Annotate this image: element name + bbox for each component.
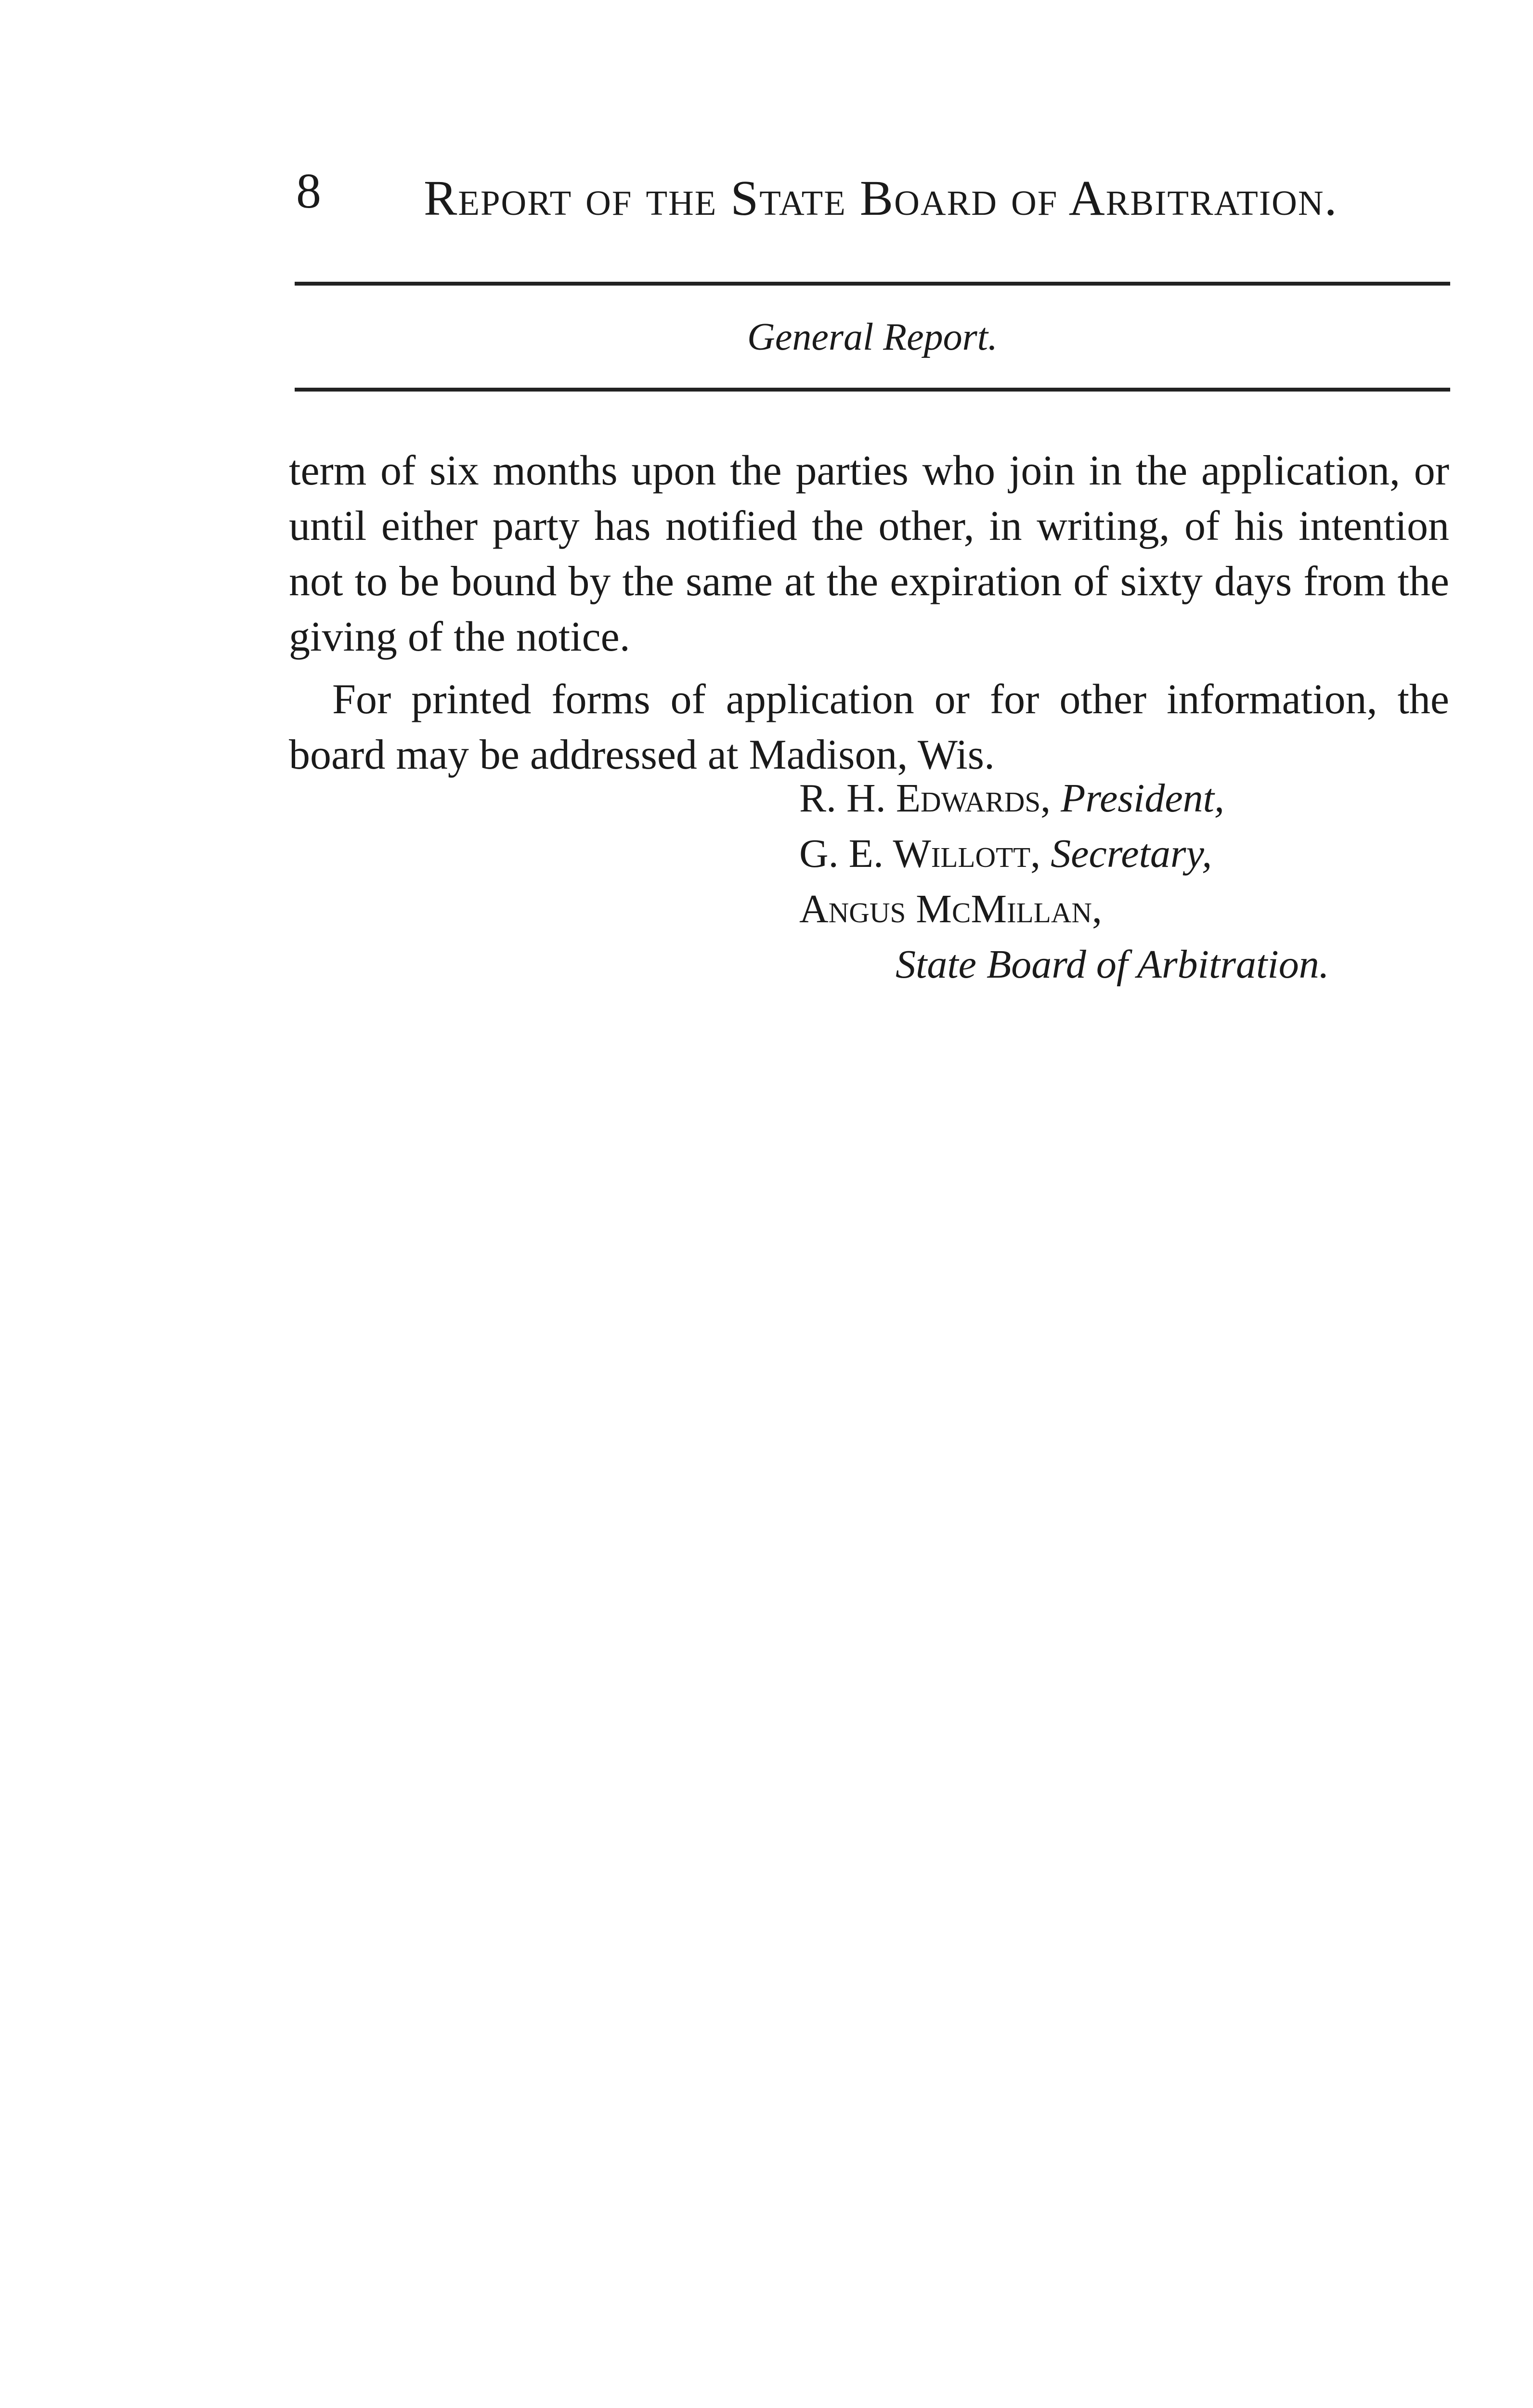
running-head: Report of the State Board of Arbitration. (424, 170, 1338, 226)
board-name: State Board of Arbitration. (896, 942, 1329, 987)
signatory-3 (799, 881, 1329, 937)
header-rule-bottom (295, 388, 1450, 392)
signatory-name: R. H. Edwards, (799, 776, 1051, 821)
page-number: 8 (296, 163, 321, 219)
signatory-1 (799, 771, 1329, 826)
signatory-name: Angus McMillan, (799, 887, 1102, 931)
body-text (289, 443, 1449, 783)
signatory-title: Secretary, (1051, 831, 1212, 876)
section-title: General Report. (747, 316, 998, 358)
signatory-name: G. E. Willott, (799, 831, 1041, 876)
paragraph: For printed forms of application or for other information, the board may be addressed at Madison, Wis. (289, 676, 1449, 778)
signatory-title: President, (1061, 776, 1224, 821)
signature-block (799, 771, 1329, 992)
paragraph: term of six months upon the parties who join in the application, or until either party has notified the other, in writing, of his intention not to be bound by the same at the expiration of sixty days from the giving of the notice. (289, 447, 1449, 660)
signatory-2 (799, 826, 1329, 881)
header-rule-top (295, 282, 1450, 286)
